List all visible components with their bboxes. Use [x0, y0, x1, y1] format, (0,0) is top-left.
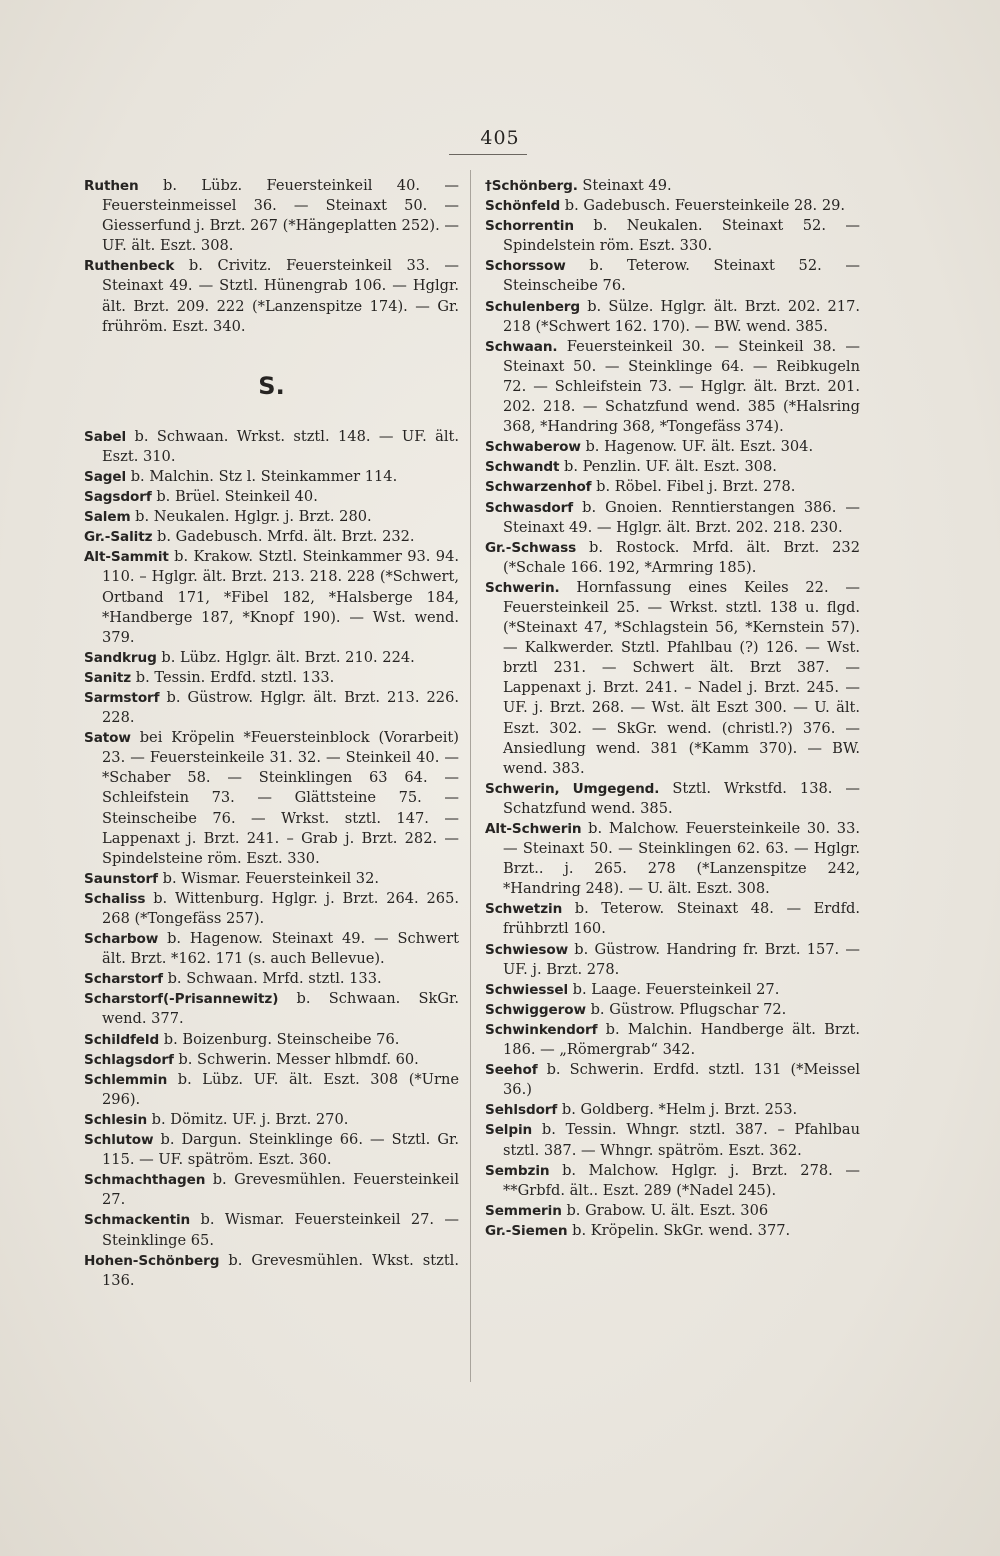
entry-text: b. Teterow. Steinaxt 52. — Steinscheibe 76. [503, 257, 860, 295]
index-entry [485, 297, 860, 337]
entry-text: b. Gadebusch. Mrfd. ält. Brzt. 232. [152, 528, 415, 546]
index-entry [84, 547, 459, 647]
index-entry [84, 427, 459, 467]
index-entry [84, 1050, 459, 1070]
entry-text: b. Malchin. Handberge ält. Brzt. 186. — „Römergrab“ 342. [503, 1020, 860, 1059]
index-entry [485, 538, 860, 578]
index-entry [84, 467, 459, 487]
entry-headword: Schwinkendorf [485, 1021, 598, 1038]
entry-headword: Sagel [84, 468, 127, 485]
entry-text: b. Wismar. Feuersteinkeil 32. [157, 869, 380, 887]
entry-headword: Schorrentin [485, 218, 574, 235]
entry-headword: Schönfeld [485, 198, 561, 215]
entry-headword: Schwiggerow [485, 1001, 586, 1018]
entry-text: b. Grabow. U. ält. Eszt. 306 [561, 1201, 769, 1219]
entry-text: b. Grevesmühlen. Wkst. stztl. 136. [102, 1251, 459, 1289]
entry-text: b. Lübz. UF. ält. Eszt. 308 (*Urne 296). [102, 1070, 459, 1108]
entry-headword: Ruthenbeck [84, 258, 175, 275]
index-entry [485, 256, 860, 296]
index-entry [485, 1020, 860, 1060]
entry-text: b. Penzlin. UF. ält. Eszt. 308. [559, 458, 777, 476]
index-entry [84, 668, 459, 688]
index-entry [84, 1170, 459, 1210]
index-entry [485, 1060, 860, 1100]
entry-text: b. Kröpelin. SkGr. wend. 377. [567, 1221, 791, 1239]
entry-headword: Schaliss [84, 890, 146, 907]
index-entry [485, 899, 860, 939]
entry-text: b. Schwerin. Erdfd. stztl. 131 (*Meissel 36.) [503, 1061, 860, 1099]
entry-headword: Saunstorf [84, 870, 158, 887]
entry-text: b. Wittenburg. Hglgr. j. Brzt. 264. 265. 268 (*Tongefäss 257). [102, 889, 459, 927]
index-entry [485, 457, 860, 477]
entry-headword: Scharstorf(-Prisannewitz) [84, 991, 279, 1008]
entry-text: b. Schwaan. Mrfd. stztl. 133. [162, 970, 382, 988]
index-entry [84, 527, 459, 547]
header-rule [449, 154, 527, 155]
index-entry [485, 437, 860, 457]
index-entry [485, 216, 860, 256]
entry-headword: Schwarzenhof [485, 479, 592, 496]
entry-text: b. Malchow. Hglgr. j. Brzt. 278. — **Grbfd. ält.. Eszt. 289 (*Nadel 245). [503, 1161, 860, 1199]
entry-text: bei Kröpelin *Feuersteinblock (Vorarbeit) 23. — Feuersteinkeile 31. 32. — Steinkeil 40. — *Schaber 58. — Steinklingen 63 64. — Schleifstein 73. — Glättsteine 75. — Steinscheibe 76. — Wrkst. stztl. 147. — Lappenaxt j. Brzt. 241. – Grab j. Brzt. 282. — Spindelsteine röm. Eszt. 330. [102, 729, 459, 867]
entry-text: Feuersteinkeil 30. — Steinkeil 38. — Steinaxt 50. — Steinklinge 64. — Reibkugeln 72. — Schleifstein 73. — Hglgr. ält. Brzt. 201. 202. 218. — Schatzfund wend. 385 (*Halsring 368, *Handring 368, *Tongefäss 374). [503, 337, 860, 436]
entry-text: b. Gnoien. Renntierstangen 386. — Steinaxt 49. — Hglgr. ält. Brzt. 202. 218. 230. [503, 498, 860, 536]
index-entry [84, 1070, 459, 1110]
index-entry [84, 989, 459, 1029]
entry-headword: Schorssow [485, 258, 566, 275]
index-entry [485, 940, 860, 980]
index-entry [84, 507, 459, 527]
entry-headword: Schulenberg [485, 298, 581, 315]
index-entry [84, 969, 459, 989]
entry-text: b. Güstrow. Hglgr. ält. Brzt. 213. 226. 228. [102, 688, 459, 727]
entry-headword: Schmackentin [84, 1212, 191, 1229]
entry-headword: Gr.-Schwass [485, 539, 577, 556]
index-entry [485, 779, 860, 819]
entry-headword: Selpin [485, 1122, 533, 1139]
entry-text: Stztl. Wrkstfd. 138. — Schatzfund wend. 385. [503, 779, 860, 817]
page-number: 405 [480, 127, 520, 149]
entry-headword: Sehlsdorf [485, 1102, 558, 1119]
entry-text: b. Dargun. Steinklinge 66. — Stztl. Gr. 115. — UF. spätröm. Eszt. 360. [102, 1131, 459, 1169]
index-entry [84, 256, 459, 336]
entry-headword: Sarmstorf [84, 689, 160, 706]
entry-text: b. Güstrow. Pflugschar 72. [585, 1000, 787, 1018]
index-entry [84, 929, 459, 969]
entry-headword: Schwerin, Umgegend. [485, 780, 660, 797]
entry-text: b. Malchin. Stz l. Steinkammer 114. [126, 467, 398, 485]
entry-headword: Schwandt [485, 459, 560, 476]
index-entry [84, 487, 459, 507]
entry-text: b. Tessin. Erdfd. stztl. 133. [131, 668, 335, 686]
entry-headword: Schwetzin [485, 901, 563, 918]
entry-headword: Sandkrug [84, 649, 157, 666]
index-entry [485, 980, 860, 1000]
index-entry [485, 1000, 860, 1020]
entry-headword: Schwaan. [485, 338, 558, 355]
index-entry [485, 1221, 860, 1241]
index-entry [84, 869, 459, 889]
entry-headword: Sanitz [84, 669, 132, 686]
entry-text: b. Malchow. Feuersteinkeile 30. 33. — Steinaxt 50. — Steinklingen 62. 63. — Hglgr. Brzt.. j. 265. 278 (*Lanzenspitze 242, *Handring 248). — U. ält. Eszt. 308. [503, 820, 860, 898]
entry-text: b. Sülze. Hglgr. ält. Brzt. 202. 217. 218 (*Schwert 162. 170). — BW. wend. 385. [503, 297, 860, 335]
entry-headword: Alt-Schwerin [485, 821, 582, 837]
entry-headword: Schmachthagen [84, 1172, 206, 1189]
entry-headword: Schwiesow [485, 941, 569, 958]
index-entry [485, 196, 860, 216]
entry-headword: Schwasdorf [485, 499, 574, 516]
index-entry [485, 176, 860, 196]
index-entry [485, 337, 860, 437]
entry-headword: Schlesin [84, 1111, 148, 1128]
index-entry [84, 1030, 459, 1050]
index-entry [485, 498, 860, 538]
entry-text: b. Neukalen. Steinaxt 52. — Spindelstein röm. Eszt. 330. [503, 217, 860, 255]
entry-text: Hornfassung eines Keiles 22. — Feuersteinkeil 25. — Wrkst. stztl. 138 u. flgd. (*Steinaxt 47, *Schlagstein 56, *Kernstein 57). — Kalkwerder. Stztl. Pfahlbau (?) 126. — Wst. brztl 231. — Schwert ält. Brzt 387. — Lappenaxt j. Brzt. 241. – Nadel j. Brzt. 245. — UF. j. Brzt. 268. — Wst. ält Eszt 300. — U. ält. Eszt. 302. — SkGr. wend. (christl.?) 376. — Ansiedlung wend. 381 (*Kamm 370). — BW. wend. 383. [503, 578, 860, 777]
entry-text: b. Hagenow. Steinaxt 49. — Schwert ält. Brzt. *162. 171 (s. auch Bellevue). [102, 930, 459, 968]
entry-text: b. Laage. Feuersteinkeil 27. [568, 980, 780, 998]
entry-headword: Schlemmin [84, 1071, 168, 1088]
index-entry [485, 1161, 860, 1201]
index-entry [84, 1251, 459, 1291]
entry-text: b. Hagenow. UF. ält. Eszt. 304. [580, 438, 814, 456]
entry-headword: Schwiessel [485, 981, 569, 998]
entry-text: b. Schwaan. Wrkst. stztl. 148. — UF. ält. Eszt. 310. [102, 427, 459, 465]
index-entry [485, 819, 860, 899]
entry-headword: Sembzin [485, 1162, 550, 1179]
index-entry [84, 728, 459, 869]
index-entry [84, 688, 459, 728]
entry-headword: Gr.-Salitz [84, 529, 153, 546]
entry-text: b. Lübz. Hglgr. ält. Brzt. 210. 224. [156, 648, 415, 666]
entry-text: Steinaxt 49. [577, 177, 672, 194]
entry-text: b. Brüel. Steinkeil 40. [151, 488, 318, 506]
index-entry [84, 176, 459, 256]
entry-headword: Alt-Sammit [84, 549, 169, 566]
entry-headword: Schlutow [84, 1132, 154, 1149]
entry-text: b. Boizenburg. Steinscheibe 76. [159, 1030, 400, 1048]
index-entry [485, 1100, 860, 1120]
entry-text: b. Neukalen. Hglgr. j. Brzt. 280. [130, 508, 372, 526]
left-column [84, 176, 459, 1291]
entry-text: b. Crivitz. Feuersteinkeil 33. — Steinaxt 49. — Stztl. Hünengrab 106. — Hglgr. ält. Brzt. 209. 222 (*Lanzenspitze 174). — Gr. frühröm. Eszt. 340. [102, 257, 459, 335]
entry-headword: †Schönberg. [485, 178, 578, 194]
entry-text: b. Krakow. Stztl. Steinkammer 93. 94. 110. – Hglgr. ält. Brzt. 213. 218. 228 (*Schwert, Ortband 171, *Fibel 182, *Halsberge 184, *Handberge 187, *Knopf 190). — Wst. wend. 379. [102, 548, 459, 646]
column-divider [470, 170, 471, 1382]
entry-headword: Satow [84, 730, 131, 747]
right-column [485, 176, 860, 1241]
entry-text: b. Güstrow. Handring fr. Brzt. 157. — UF. j. Brzt. 278. [503, 940, 860, 978]
entry-headword: Semmerin [485, 1202, 562, 1219]
entry-text: b. Schwerin. Messer hlbmdf. 60. [173, 1050, 419, 1068]
index-entry [485, 477, 860, 497]
index-entry [485, 1201, 860, 1221]
entry-headword: Scharbow [84, 931, 159, 948]
entry-text: b. Goldberg. *Helm j. Brzt. 253. [557, 1101, 798, 1119]
entry-headword: Sagsdorf [84, 489, 152, 506]
entry-headword: Gr.-Siemen [485, 1222, 568, 1239]
index-entry [84, 1210, 459, 1250]
index-entry [485, 1120, 860, 1160]
entry-text: b. Gadebusch. Feuersteinkeile 28. 29. [560, 197, 846, 215]
entry-headword: Salem [84, 509, 131, 526]
section-heading: S. [258, 371, 285, 400]
index-entry [84, 648, 459, 668]
entry-text: b. Schwaan. SkGr. wend. 377. [102, 990, 459, 1028]
index-entry [485, 578, 860, 779]
entry-headword: Schildfeld [84, 1031, 160, 1048]
entry-headword: Ruthen [84, 178, 139, 194]
entry-text: b. Dömitz. UF. j. Brzt. 270. [147, 1110, 349, 1128]
entry-text: b. Grevesmühlen. Feuersteinkeil 27. [102, 1171, 459, 1209]
entry-headword: Sabel [84, 428, 127, 445]
entry-text: b. Wismar. Feuersteinkeil 27. — Steinklinge 65. [102, 1211, 459, 1249]
entry-text: b. Tessin. Whngr. stztl. 387. – Pfahlbau stztl. 387. — Whngr. spätröm. Eszt. 362. [503, 1121, 860, 1159]
entry-text: b. Lübz. Feuersteinkeil 40. — Feuersteinmeissel 36. — Steinaxt 50. — Giesserfund j. Brzt. 267 (*Hängeplatten 252). — UF. ält. Eszt. 308. [102, 177, 459, 255]
index-entry [84, 889, 459, 929]
entry-headword: Scharstorf [84, 971, 163, 988]
entry-text: b. Teterow. Steinaxt 48. — Erdfd. frühbrztl 160. [503, 900, 860, 938]
entry-headword: Seehof [485, 1062, 538, 1079]
entry-headword: Schwaberow [485, 439, 581, 456]
entry-text: b. Röbel. Fibel j. Brzt. 278. [591, 478, 796, 496]
index-entry [84, 1110, 459, 1130]
entry-text: b. Rostock. Mrfd. ält. Brzt. 232 (*Schale 166. 192, *Armring 185). [503, 538, 860, 576]
entry-headword: Hohen-Schönberg [84, 1252, 220, 1269]
index-entry [84, 1130, 459, 1170]
entry-headword: Schwerin. [485, 579, 560, 596]
entry-headword: Schlagsdorf [84, 1051, 174, 1068]
